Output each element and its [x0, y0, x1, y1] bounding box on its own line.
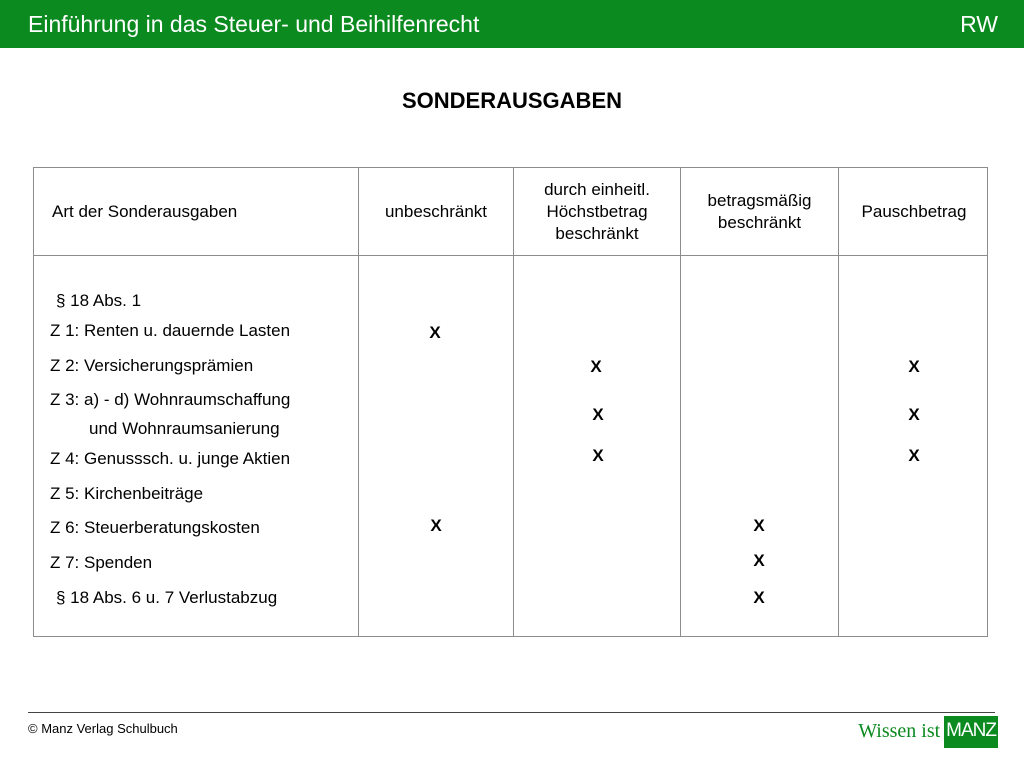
row-label: Z 3: a) - d) Wohnraumschaffung — [50, 390, 291, 409]
column-header-line: beschränkt — [717, 212, 802, 232]
column-header-hoechstbetrag — [514, 168, 680, 255]
column-header-line: Höchstbetrag — [546, 201, 648, 221]
mark-x: X — [430, 516, 442, 535]
column-header-line: beschränkt — [555, 223, 639, 243]
column-header-pauschbetrag: Pauschbetrag — [861, 201, 967, 221]
column-header-betragsmaessig — [681, 168, 838, 255]
column-header-line: durch einheitl. — [544, 179, 650, 199]
header-title: Einführung in das Steuer- und Beihilfenrecht — [28, 11, 480, 37]
mark-x: X — [590, 357, 602, 376]
row-label: Z 7: Spenden — [50, 553, 153, 572]
header-bar — [0, 0, 1024, 48]
mark-x: X — [592, 405, 604, 424]
column-header-art: Art der Sonderausgaben — [52, 201, 238, 221]
mark-x: X — [908, 357, 920, 376]
mark-x: X — [753, 551, 765, 570]
manz-logo — [858, 716, 998, 748]
logo-brand: MANZ — [944, 716, 998, 748]
copyright-text: © Manz Verlag Schulbuch — [28, 721, 178, 736]
sonderausgaben-table — [33, 167, 988, 637]
row-label: § 18 Abs. 1 — [56, 291, 142, 310]
mark-x: X — [429, 323, 441, 342]
mark-x: X — [592, 446, 604, 465]
logo-text: Wissen ist — [858, 720, 941, 742]
mark-x: X — [908, 446, 920, 465]
column-header-unbeschraenkt: unbeschränkt — [384, 201, 488, 221]
mark-x: X — [753, 516, 765, 535]
row-label: Z 6: Steuerberatungskosten — [50, 518, 260, 537]
row-label: Z 5: Kirchenbeiträge — [50, 484, 204, 503]
row-label: Z 2: Versicherungsprämien — [50, 356, 254, 375]
column-header-line: betragsmäßig — [707, 190, 812, 210]
page-title: SONDERAUSGABEN — [401, 88, 623, 113]
header-abbrev: RW — [960, 11, 998, 37]
row-label: Z 4: Genusssch. u. junge Aktien — [50, 449, 291, 468]
row-label: Z 1: Renten u. dauernde Lasten — [50, 321, 291, 340]
header-divider — [34, 255, 987, 256]
footer-divider — [28, 712, 995, 713]
mark-x: X — [908, 405, 920, 424]
mark-x: X — [753, 588, 765, 607]
row-label: § 18 Abs. 6 u. 7 Verlustabzug — [56, 588, 278, 607]
row-label: und Wohnraumsanierung — [89, 419, 280, 438]
